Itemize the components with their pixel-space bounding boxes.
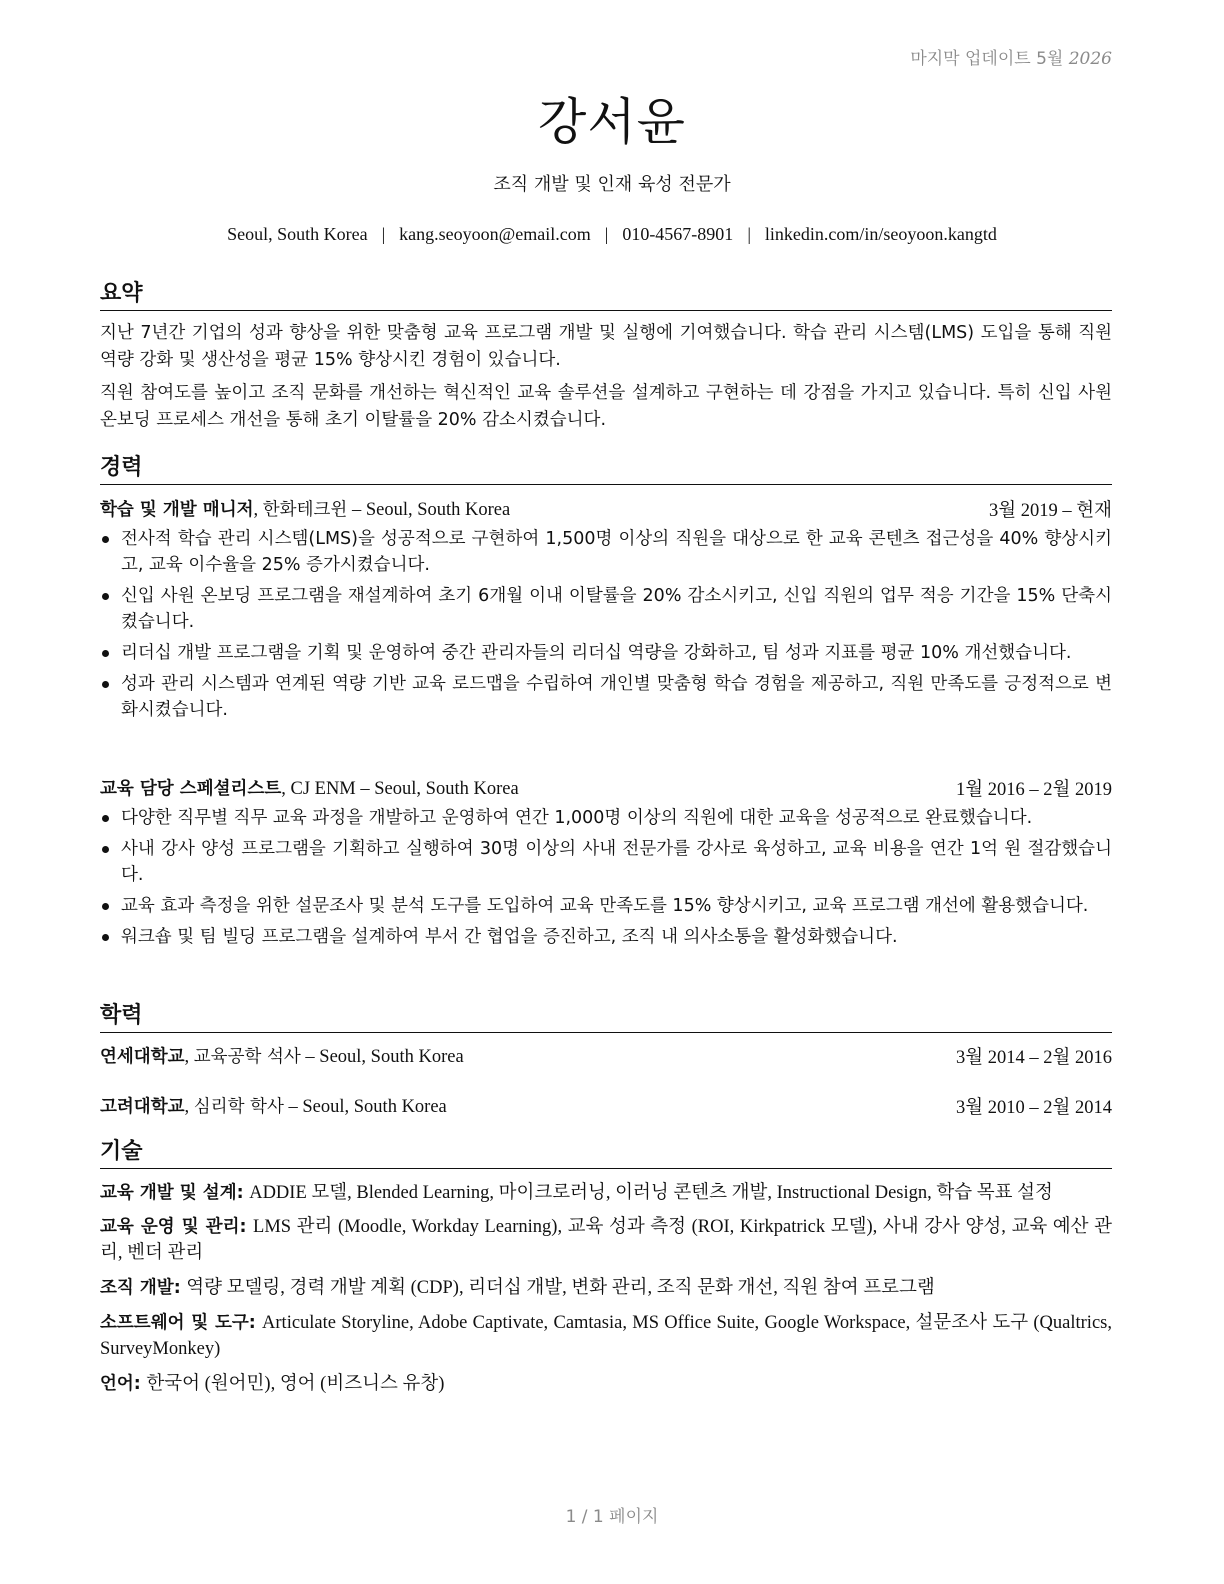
candidate-title: 조직 개발 및 인재 육성 전문가 xyxy=(493,174,731,195)
list-item: 다양한 직무별 직무 교육 과정을 개발하고 운영하여 연간 1,000명 이상의 직원에 대한 교육을 성공적으로 완료했습니다. xyxy=(100,805,1112,831)
skill-value: 한국어 (원어민), 영어 (비즈니스 유창) xyxy=(146,1374,445,1394)
skill-item xyxy=(100,1371,1112,1397)
last-updated xyxy=(910,44,1112,69)
job-title-line: 학습 및 개발 매니저, 한화테크윈 – Seoul, South Korea xyxy=(100,500,511,520)
education-location: Seoul, South Korea xyxy=(319,1047,464,1067)
list-item: 워크숍 및 팀 빌딩 프로그램을 설계하여 부서 간 협업을 증진하고, 조직 내 의사소통을 활성화했습니다. xyxy=(100,924,1112,950)
summary-paragraph: 직원 참여도를 높이고 조직 문화를 개선하는 혁신적인 교육 솔루션을 설계하고 구현하는 데 강점을 가지고 있습니다. 특히 신입 사원 온보딩 프로세스 개선을 통해 초기 이탈률을 20% 감소시켰습니다. xyxy=(100,383,1112,430)
section-heading-skills: 기술 xyxy=(100,1134,1112,1169)
contact-separator: | xyxy=(604,224,609,244)
job-location: Seoul, South Korea xyxy=(374,779,519,799)
job-header xyxy=(100,775,1112,801)
job-company: 한화테크윈 xyxy=(262,500,348,520)
list-item: 사내 강사 양성 프로그램을 기획하고 실행하여 30명 이상의 사내 전문가를 강사로 육성하고, 교육 비용을 연간 1억 원 절감했습니다. xyxy=(100,836,1112,888)
section-heading-education: 학력 xyxy=(100,998,1112,1033)
degree: 교육공학 석사 xyxy=(193,1047,301,1067)
list-item: 전사적 학습 관리 시스템(LMS)을 성공적으로 구현하여 1,500명 이상의 직원을 대상으로 한 교육 콘텐츠 접근성을 40% 향상시키고, 교육 이수율을 25% 증가시켰습니다. xyxy=(100,526,1112,578)
education-item xyxy=(100,1043,1112,1069)
skill-value: Articulate Storyline, Adobe Captivate, Camtasia, MS Office Suite, Google Workspace, 설문조사 도구 (Qualtrics, SurveyMonkey) xyxy=(100,1313,1112,1359)
education-location: Seoul, South Korea xyxy=(302,1097,447,1117)
education-line: 고려대학교, 심리학 학사 – Seoul, South Korea xyxy=(100,1097,447,1117)
skill-label: 소프트웨어 및 도구: xyxy=(100,1313,256,1333)
contact-location: Seoul, South Korea xyxy=(227,224,368,244)
school-name: 연세대학교 xyxy=(100,1047,185,1067)
education-dates: 3월 2014 – 2월 2016 xyxy=(956,1048,1112,1068)
section-heading-summary: 요약 xyxy=(100,276,1112,311)
last-updated-month: 5월 xyxy=(1036,49,1064,69)
skill-item xyxy=(100,1214,1112,1266)
last-updated-year: 2026 xyxy=(1068,49,1112,69)
job-dates: 1월 2016 – 2월 2019 xyxy=(956,780,1112,800)
skill-label: 조직 개발: xyxy=(100,1278,181,1298)
job-role: 학습 및 개발 매니저 xyxy=(100,500,254,520)
education-item xyxy=(100,1093,1112,1119)
contact-separator: | xyxy=(381,224,386,244)
contact-line xyxy=(0,224,1224,245)
job-role: 교육 담당 스페셜리스트 xyxy=(100,779,282,799)
list-item: 신입 사원 온보딩 프로그램을 재설계하여 초기 6개월 이내 이탈률을 20% 감소시키고, 신입 직원의 업무 적응 기간을 15% 단축시켰습니다. xyxy=(100,583,1112,635)
job-dates: 3월 2019 – 현재 xyxy=(989,501,1112,521)
section-heading-experience: 경력 xyxy=(100,450,1112,485)
candidate-name: 강서윤 xyxy=(538,93,686,151)
skill-value: LMS 관리 (Moodle, Workday Learning), 교육 성과 측정 (ROI, Kirkpatrick 모델), 사내 강사 양성, 교육 예산 관리, 벤더 관리 xyxy=(100,1217,1112,1263)
education-dates: 3월 2010 – 2월 2014 xyxy=(956,1098,1112,1118)
job-company: CJ ENM xyxy=(290,779,356,799)
skill-label: 교육 운영 및 관리: xyxy=(100,1217,247,1237)
job-bullets xyxy=(100,526,1112,728)
contact-separator: | xyxy=(747,224,751,244)
list-item: 성과 관리 시스템과 연계된 역량 기반 교육 로드맵을 수립하여 개인별 맞춤형 학습 경험을 제공하고, 직원 만족도를 긍정적으로 변화시켰습니다. xyxy=(100,671,1112,723)
skill-item xyxy=(100,1310,1112,1362)
job-bullets xyxy=(100,805,1112,955)
education-line: 연세대학교, 교육공학 석사 – Seoul, South Korea xyxy=(100,1047,464,1067)
skill-label: 언어: xyxy=(100,1374,141,1394)
page-number: 1 / 1 페이지 xyxy=(565,1507,659,1527)
job-header xyxy=(100,496,1112,522)
contact-linkedin[interactable]: linkedin.com/in/seoyoon.kangtd xyxy=(764,224,997,244)
skill-item xyxy=(100,1180,1112,1206)
skill-item xyxy=(100,1275,1112,1301)
list-item: 교육 효과 측정을 위한 설문조사 및 분석 도구를 도입하여 교육 만족도를 15% 향상시키고, 교육 프로그램 개선에 활용했습니다. xyxy=(100,893,1112,919)
contact-email[interactable]: kang.seoyoon@email.com xyxy=(399,224,591,244)
job-location: Seoul, South Korea xyxy=(365,500,511,520)
school-name: 고려대학교 xyxy=(100,1097,185,1117)
list-item: 리더십 개발 프로그램을 기획 및 운영하여 중간 관리자들의 리더십 역량을 강화하고, 팀 성과 지표를 평균 10% 개선했습니다. xyxy=(100,640,1112,666)
summary-paragraph: 지난 7년간 기업의 성과 향상을 위한 맞춤형 교육 프로그램 개발 및 실행에 기여했습니다. 학습 관리 시스템(LMS) 도입을 통해 직원 역량 강화 및 생산성을 평균 15% 향상시킨 경험이 있습니다. xyxy=(100,323,1112,370)
skill-value: 역량 모델링, 경력 개발 계획 (CDP), 리더십 개발, 변화 관리, 조직 문화 개선, 직원 참여 프로그램 xyxy=(186,1278,935,1298)
contact-phone: 010-4567-8901 xyxy=(622,224,734,244)
skill-label: 교육 개발 및 설계: xyxy=(100,1183,244,1203)
job-title-line: 교육 담당 스페셜리스트, CJ ENM – Seoul, South Korea xyxy=(100,779,519,799)
skill-value: ADDIE 모델, Blended Learning, 마이크로러닝, 이러닝 콘텐츠 개발, Instructional Design, 학습 목표 설정 xyxy=(249,1183,1053,1203)
last-updated-label: 마지막 업데이트 xyxy=(910,49,1031,69)
degree: 심리학 학사 xyxy=(193,1097,284,1117)
